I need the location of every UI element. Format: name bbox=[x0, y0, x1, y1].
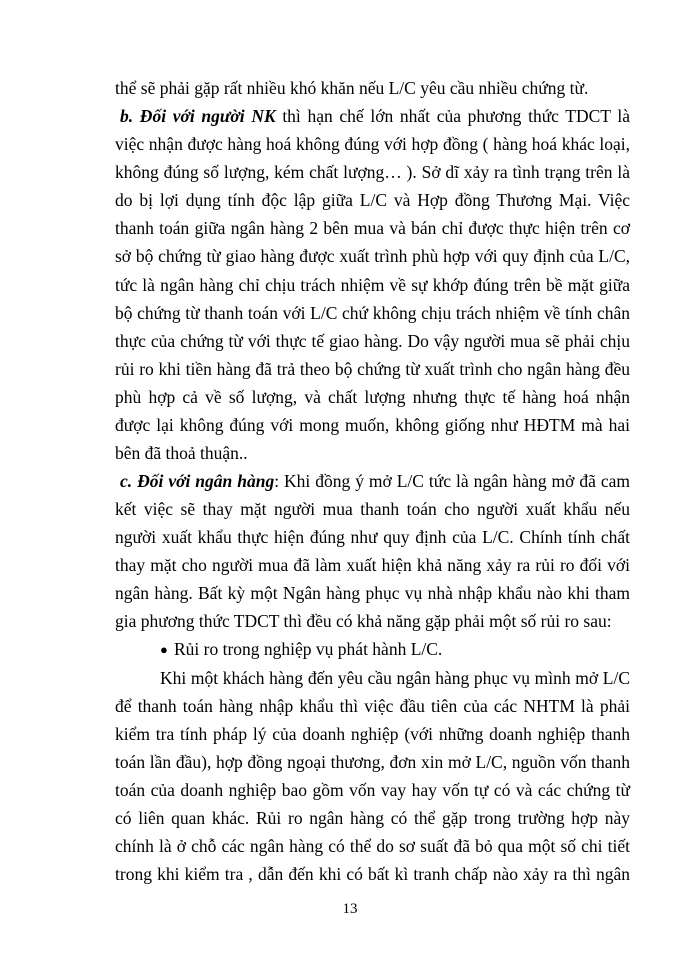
text-line: thay mặt cho người mua đã làm xuất hiện khả năng xảy ra rủi ro đối với bbox=[115, 555, 630, 575]
text-line: sở bộ chứng từ giao hàng được xuất trình phù hợp với quy định của L/C, bbox=[115, 246, 630, 266]
bullet-item: ● Rủi ro trong nghiệp vụ phát hành L/C. bbox=[160, 637, 630, 661]
text-line: gia phương thức TDCT thì đều có khả năng gặp phải một số rủi ro sau: bbox=[115, 611, 612, 631]
bullet-icon: ● bbox=[160, 642, 168, 657]
text-line: do bị lợi dụng tính độc lập giữa L/C và Hợp đồng Thương Mại. Việc bbox=[115, 190, 630, 210]
text-line: người xuất khẩu thực hiện đúng như quy định của L/C. Chính tính chất bbox=[115, 527, 630, 547]
page-number: 13 bbox=[342, 901, 358, 917]
text-line: c. Đối với ngân hàng: Khi đồng ý mở L/C tức là ngân hàng mở đã cam bbox=[120, 471, 631, 491]
text-line: không đúng số lượng, kém chất lượng… ). Sở dĩ xảy ra tình trạng trên là bbox=[115, 162, 630, 182]
text-line: thanh toán giữa ngân hàng 2 bên mua và bán chỉ được thực hiện trên cơ bbox=[115, 218, 630, 238]
text-line: rủi ro khi tiền hàng đã trả theo bộ chứng từ xuất trình cho ngân hàng đều bbox=[115, 359, 630, 379]
section-heading-c: c. Đối với ngân hàng bbox=[120, 471, 275, 491]
text-line: để thanh toán hàng nhập khẩu thì việc đầu tiên của các NHTM là phải bbox=[115, 696, 630, 716]
text-line: việc nhận được hàng hoá không đúng với hợp đồng ( hàng hoá khác loại, bbox=[115, 134, 630, 154]
text-line: ngân hàng. Bất kỳ một Ngân hàng phục vụ nhà nhập khẩu nào khi tham bbox=[115, 583, 630, 603]
text-line: thực của chứng từ với thực tế giao hàng. Do vậy người mua sẽ phải chịu bbox=[115, 331, 630, 351]
text-line: b. Đối với người NK thì hạn chế lớn nhất của phương thức TDCT là bbox=[120, 106, 630, 126]
text-line: trong khi kiểm tra , dẫn đến khi có bất kì tranh chấp nào xảy ra thì ngân bbox=[115, 864, 630, 884]
text-line: kiểm tra tính pháp lý của doanh nghiệp (với những doanh nghiệp thanh bbox=[115, 724, 630, 744]
text-line: toán của doanh nghiệp bao gồm vốn vay hay vốn tự có và các chứng từ bbox=[115, 780, 630, 800]
text-line: phù hợp cả về số lượng, và chất lượng nhưng thực tế hàng hoá nhận bbox=[115, 387, 630, 407]
text-line: bộ chứng từ thanh toán với L/C chứ không chịu trách nhiệm về tính chân bbox=[115, 303, 630, 323]
text-line: Khi một khách hàng đến yêu cầu ngân hàng phục vụ mình mở L/C bbox=[160, 668, 630, 688]
text-line: bên đã thoả thuận.. bbox=[115, 443, 248, 463]
text-line: có liên quan khác. Rủi ro ngân hàng có thể gặp trong trường hợp này bbox=[115, 808, 630, 828]
text-line: chính là ở chỗ các ngân hàng có thể do sơ suất đã bỏ qua một số chi tiết bbox=[115, 836, 630, 856]
section-heading-b: b. Đối với người NK bbox=[120, 106, 276, 126]
text-line: kết việc sẽ thay mặt người mua thanh toán cho người xuất khẩu nếu bbox=[115, 499, 630, 519]
text-line: toán lần đầu), hợp đồng ngoại thương, đơn xin mở L/C, nguồn vốn thanh bbox=[115, 752, 630, 772]
text-line: thể sẽ phải gặp rất nhiều khó khăn nếu L/C yêu cầu nhiều chứng từ. bbox=[115, 78, 589, 98]
text-line: tức là ngân hàng chỉ chịu trách nhiệm về sự khớp đúng trên bề mặt giữa bbox=[115, 275, 630, 295]
text-line: được lại không đúng với mong muốn, không giống như HĐTM mà hai bbox=[115, 415, 630, 435]
